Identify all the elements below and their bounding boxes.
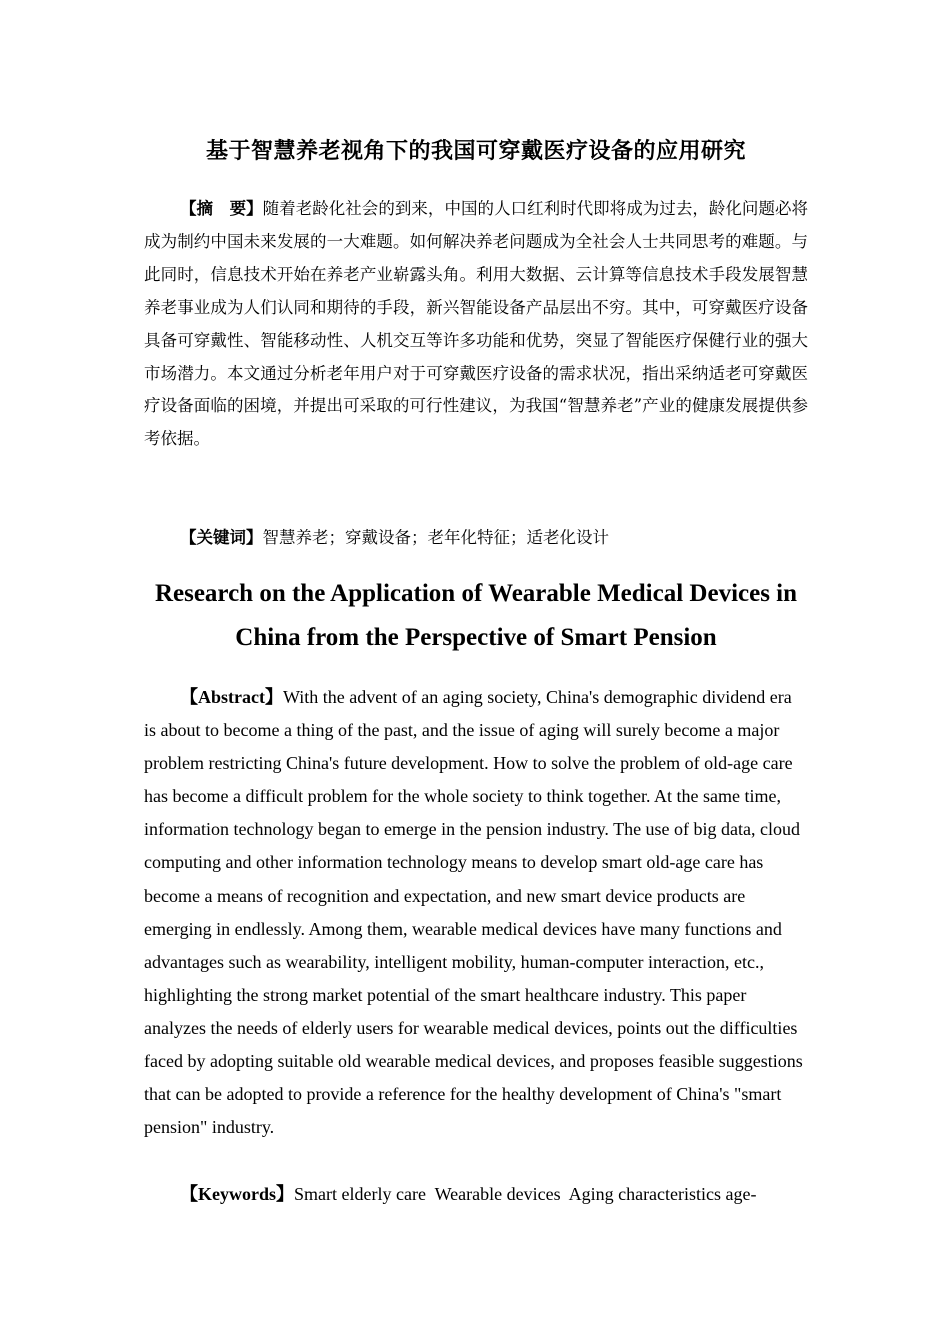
- english-keywords: [144, 1178, 808, 1211]
- chinese-title: 基于智慧养老视角下的我国可穿戴医疗设备的应用研究: [205, 139, 746, 164]
- chinese-abstract-text: 随着老龄化社会的到来，中国的人口红利时代即将成为过去，龄化问题必将成为制约中国未来发展的一大难题。如何解决养老问题成为全社会人士共同思考的难题。与此同时，信息技术开始在养老产业崭露头角。利用大数据、云计算等信息技术手段发展智慧养老事业成为人们认同和期待的手段，新兴智能设备产品层出不穷。其中，可穿戴医疗设备具备可穿戴性、智能移动性、人机交互等许多功能和优势，突显了智能医疗保健行业的强大市场潜力。本文通过分析老年用户对于可穿戴医疗设备的需求状况，指出采纳适老可穿戴医疗设备面临的困境，并提出可采取的可行性建议，为我国“智慧养老”产业的健康发展提供参考依据。: [144, 199, 809, 449]
- chinese-abstract-label: 【摘 要】: [180, 199, 263, 218]
- chinese-abstract: [144, 193, 808, 456]
- chinese-keywords-text: 智慧养老；穿戴设备；老年化特征；适老化设计: [262, 528, 609, 547]
- english-abstract: [144, 681, 808, 1144]
- english-abstract-label: 【Abstract】: [180, 687, 283, 707]
- english-title: Research on the Application of Wearable Medical Devices in China from the Perspective of Smart Pension: [154, 580, 798, 651]
- chinese-keywords-label: 【关键词】: [180, 528, 263, 547]
- chinese-keywords: [144, 522, 808, 554]
- english-keywords-text: Smart elderly care Wearable devices Aging characteristics age-: [294, 1184, 757, 1204]
- english-abstract-text: With the advent of an aging society, China's demographic dividend era is about to become a thing of the past, and the issue of aging will surely become a major problem restricting China's future development. How to solve the problem of old-age care has become a difficult problem for the whole society to think together. At the same time, information technology began to emerge in the pension industry. The use of big data, cloud computing and other information technology means to develop smart old-age care has become a means of recognition and expectation, and new smart device products are emerging in endlessly. Among them, wearable medical devices have many functions and advantages such as wearability, intelligent mobility, human-computer interaction, etc., highlighting the strong market potential of the smart healthcare industry. This paper analyzes the needs of elderly users for wearable medical devices, points out the difficulties faced by adopting suitable old wearable medical devices, and proposes feasible suggestions that can be adopted to provide a reference for the healthy development of China's "smart pension" industry.: [144, 687, 803, 1138]
- english-keywords-label: 【Keywords】: [180, 1184, 294, 1204]
